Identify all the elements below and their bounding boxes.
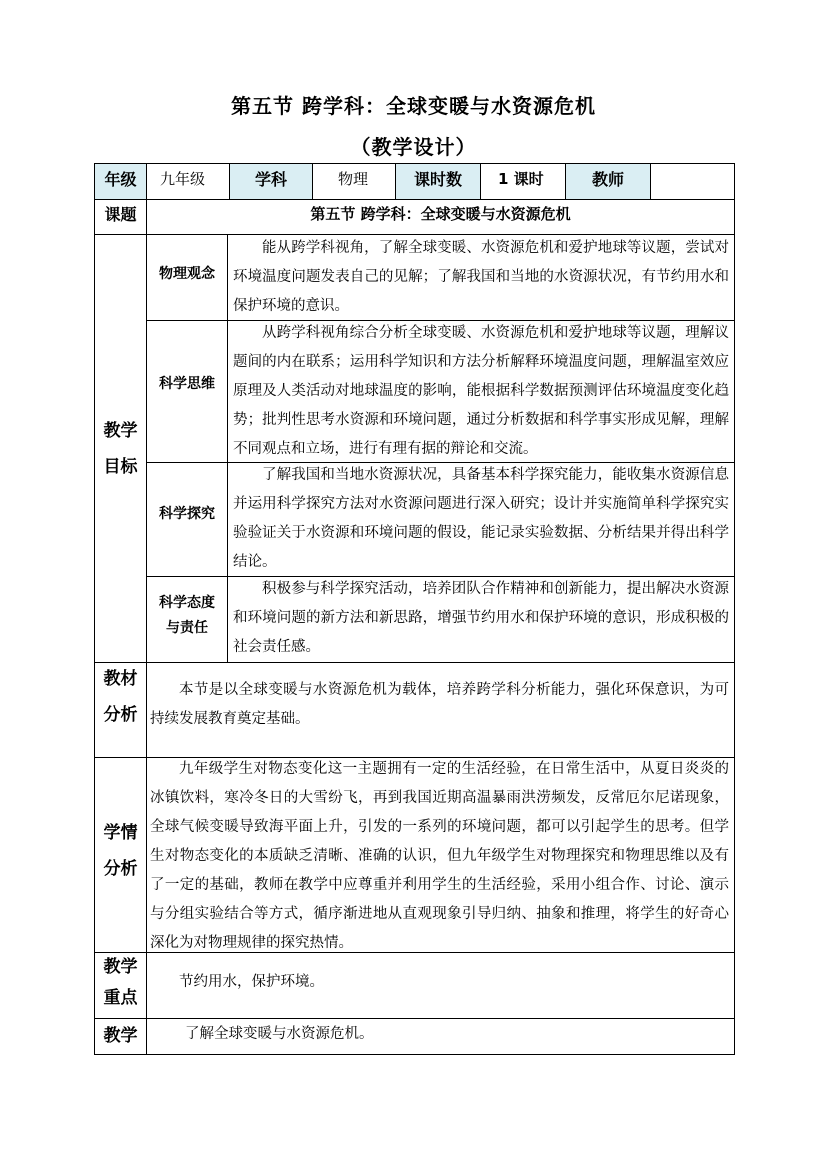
difficulties-label: 教学 [103,1025,138,1046]
learner-label [94,757,147,945]
objective-thinking-text: 从跨学科视角综合分析全球变暖、水资源危机和爱护地球等议题，理解议题间的内在联系；运用科学知识和方法分析解释环境温度问题，理解温室效应原理及人类活动对地球温度的影响，能根据科学数据预测评估环境温度变化趋势；批判性思考水资源和环境问题，通过分析数据和科学事实形成见解，理解不同观点和立场，进行有理有据的辩论和交流。 [233,325,729,457]
hours-label: 课时数 [413,169,462,189]
objective-inquiry-text: 了解我国和当地水资源状况，具备基本科学探究能力，能收集水资源信息并运用科学探究方法对水资源问题进行深入研究；设计并实施简单科学探究实验验证关于水资源和环境问题的假设，能记录实验数据、分析结果并得出科学结论。 [233,467,729,570]
objective-attitude-label-line2: 与责任 [166,620,208,636]
textbook-label [94,662,147,732]
subject-label: 学科 [254,169,287,189]
objective-inquiry-label: 科学探究 [159,506,215,522]
keypoints-label-line2: 重点 [103,988,138,1008]
teacher-label: 教师 [591,169,624,189]
topic-label: 课题 [104,204,137,224]
keypoints-label-line1: 教学 [103,957,138,977]
difficulties-text: 了解全球变暖与水资源危机。 [185,1026,374,1042]
learner-text: 九年级学生对物态变化这一主题拥有一定的生活经验，在日常生活中，从夏日炎炎的冰镇饮料，寒冷冬日的大雪纷飞，再到我国近期高温暴雨洪涝频发，反常厄尔尼诺现象，全球气候变暖导致海平面上升，引发的一系列的环境问题，都可以引起学生的思考。但学生对物态变化的本质缺乏清晰、准确的认识，但九年级学生对物理探究和物理思维以及有了一定的基础，教师在教学中应尊重并利用学生的生活经验，采用小组合作、讨论、演示与分组实验结合等方式，循序渐进地从直观现象引导归纳、抽象和推理，将学生的好奇心深化为对物理规律的探究热情。 [150,761,729,951]
grade-value: 九年级 [160,169,206,188]
subject-value: 物理 [338,169,369,188]
learner-label-line2: 分析 [103,859,138,879]
keypoints-label [94,950,147,1016]
objective-attitude-label-line1: 科学态度 [159,595,215,611]
objectives-label-line2: 目标 [103,456,138,477]
grade-label: 年级 [104,169,137,189]
objective-attitude-label [146,576,228,656]
teacher-value [660,163,730,193]
objective-thinking-label: 科学思维 [159,375,215,392]
textbook-text: 本节是以全球变暖与水资源危机为载体，培养跨学科分析能力，强化环保意识，为可持续发展教育奠定基础。 [150,682,729,727]
hours-value: 1 课时 [498,169,544,188]
document-subtitle: （教学设计） [350,135,477,159]
objectives-label [94,234,147,663]
objectives-label-line1: 教学 [103,420,138,441]
textbook-label-line2: 分析 [103,705,138,725]
textbook-label-line1: 教材 [103,669,138,689]
keypoints-text: 节约用水，保护环境。 [179,974,324,990]
topic-value: 第五节 跨学科：全球变暖与水资源危机 [310,204,571,223]
document-title: 第五节 跨学科：全球变暖与水资源危机 [231,94,596,118]
objective-attitude-text: 积极参与科学探究活动，培养团队合作精神和创新能力，提出解决水资源和环境问题的新方法和新思路，增强节约用水和保护环境的意识，形成积极的社会责任感。 [233,581,729,655]
objective-physics-label: 物理观念 [159,265,215,282]
objective-physics-text: 能从跨学科视角，了解全球变暖、水资源危机和爱护地球等议题，尝试对环境温度问题发表自己的见解；了解我国和当地的水资源状况，有节约用水和保护环境的意识。 [233,240,729,314]
learner-label-line1: 学情 [103,823,138,843]
